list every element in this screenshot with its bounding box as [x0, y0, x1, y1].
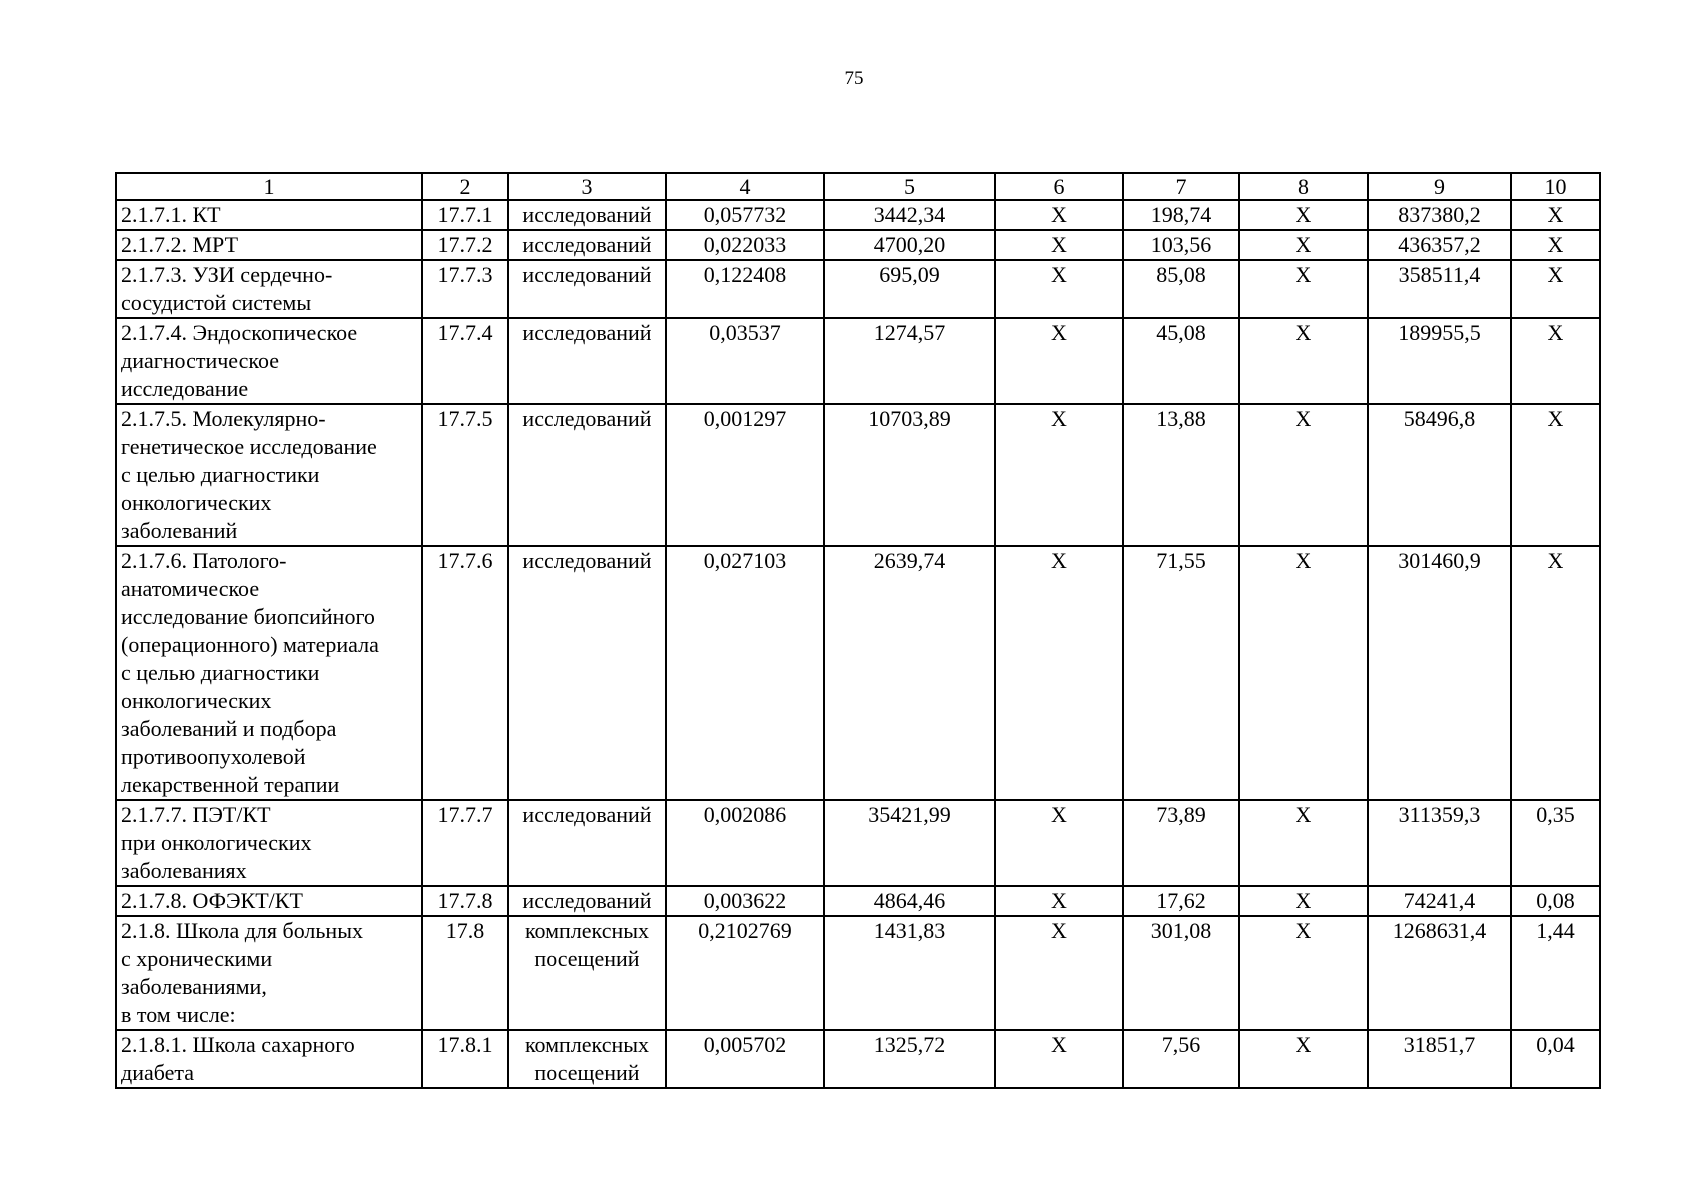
- row-label-cell: 2.1.7.8. ОФЭКТ/КТ: [116, 886, 422, 916]
- table-cell: 74241,4: [1368, 886, 1511, 916]
- row-label-cell: 2.1.7.6. Патолого- анатомическое исследование биопсийного (операционного) материала с целью диагностики онкологических заболеваний и подбора противоопухолевой лекарственной терапии: [116, 546, 422, 800]
- table-cell: исследований: [508, 886, 666, 916]
- table-cell: Х: [1239, 318, 1368, 404]
- table-cell: 0,08: [1511, 886, 1600, 916]
- table-row: [116, 886, 1600, 916]
- table-cell: 358511,4: [1368, 260, 1511, 318]
- table-cell: Х: [995, 916, 1123, 1030]
- table-cell: комплексных посещений: [508, 1030, 666, 1088]
- table-cell: Х: [1239, 260, 1368, 318]
- table-cell: исследований: [508, 800, 666, 886]
- table-row: [116, 318, 1600, 404]
- table-cell: Х: [995, 800, 1123, 886]
- column-number-header: 6: [995, 173, 1123, 200]
- data-table: [115, 172, 1601, 1089]
- table-cell: 436357,2: [1368, 230, 1511, 260]
- column-number-header: 9: [1368, 173, 1511, 200]
- table-cell: 301,08: [1123, 916, 1239, 1030]
- column-number-header: 5: [824, 173, 995, 200]
- table-cell: 0,057732: [666, 200, 824, 230]
- table-cell: 1268631,4: [1368, 916, 1511, 1030]
- table-cell: исследований: [508, 318, 666, 404]
- table-cell: Х: [995, 404, 1123, 546]
- page-number: 75: [844, 68, 864, 89]
- table-cell: Х: [1239, 1030, 1368, 1088]
- table-cell: Х: [995, 260, 1123, 318]
- table-cell: 189955,5: [1368, 318, 1511, 404]
- table-cell: 17.7.2: [422, 230, 508, 260]
- table-cell: Х: [995, 1030, 1123, 1088]
- table-cell: 17.7.5: [422, 404, 508, 546]
- table-cell: 17.7.7: [422, 800, 508, 886]
- table-cell: 0,2102769: [666, 916, 824, 1030]
- table-cell: 2639,74: [824, 546, 995, 800]
- table-cell: 0,03537: [666, 318, 824, 404]
- table-cell: 3442,34: [824, 200, 995, 230]
- table-cell: 311359,3: [1368, 800, 1511, 886]
- table-cell: 1274,57: [824, 318, 995, 404]
- table-cell: комплексных посещений: [508, 916, 666, 1030]
- row-label-cell: 2.1.7.5. Молекулярно- генетическое исследование с целью диагностики онкологических заболеваний: [116, 404, 422, 546]
- table-cell: 17.7.1: [422, 200, 508, 230]
- table-cell: исследований: [508, 260, 666, 318]
- table-row: [116, 200, 1600, 230]
- table-cell: 0,122408: [666, 260, 824, 318]
- table-cell: 17.7.8: [422, 886, 508, 916]
- table-cell: 0,35: [1511, 800, 1600, 886]
- table-cell: 0,002086: [666, 800, 824, 886]
- table-cell: 45,08: [1123, 318, 1239, 404]
- column-number-header: 3: [508, 173, 666, 200]
- table-cell: Х: [1511, 404, 1600, 546]
- table-row: [116, 1030, 1600, 1088]
- table-cell: Х: [1239, 230, 1368, 260]
- row-label-cell: 2.1.7.4. Эндоскопическое диагностическое исследование: [116, 318, 422, 404]
- table-row: [116, 800, 1600, 886]
- table-cell: 0,022033: [666, 230, 824, 260]
- table-cell: 17,62: [1123, 886, 1239, 916]
- table-cell: 1,44: [1511, 916, 1600, 1030]
- table-cell: 17.7.6: [422, 546, 508, 800]
- table-cell: исследований: [508, 230, 666, 260]
- row-label-cell: 2.1.7.3. УЗИ сердечно- сосудистой системы: [116, 260, 422, 318]
- table-cell: Х: [1239, 886, 1368, 916]
- table-cell: 17.7.4: [422, 318, 508, 404]
- row-label-cell: 2.1.8.1. Школа сахарного диабета: [116, 1030, 422, 1088]
- table-cell: 837380,2: [1368, 200, 1511, 230]
- column-number-header: 8: [1239, 173, 1368, 200]
- table-header-row: [116, 173, 1600, 200]
- table-cell: 10703,89: [824, 404, 995, 546]
- table-cell: Х: [995, 230, 1123, 260]
- table-cell: 0,003622: [666, 886, 824, 916]
- table-cell: Х: [1511, 318, 1600, 404]
- table-cell: исследований: [508, 404, 666, 546]
- table-cell: 4700,20: [824, 230, 995, 260]
- table-cell: 103,56: [1123, 230, 1239, 260]
- table-cell: 0,027103: [666, 546, 824, 800]
- table-row: [116, 230, 1600, 260]
- table-row: [116, 546, 1600, 800]
- table-cell: 58496,8: [1368, 404, 1511, 546]
- column-number-header: 4: [666, 173, 824, 200]
- table-row: [116, 916, 1600, 1030]
- row-label-cell: 2.1.7.1. КТ: [116, 200, 422, 230]
- table-cell: Х: [1239, 916, 1368, 1030]
- table-cell: 0,005702: [666, 1030, 824, 1088]
- table-cell: 4864,46: [824, 886, 995, 916]
- table-body: [116, 173, 1600, 1088]
- table-row: [116, 404, 1600, 546]
- table-cell: исследований: [508, 200, 666, 230]
- table-cell: Х: [1511, 260, 1600, 318]
- table-cell: Х: [995, 318, 1123, 404]
- table-cell: Х: [1511, 230, 1600, 260]
- table-cell: 301460,9: [1368, 546, 1511, 800]
- table-row: [116, 260, 1600, 318]
- table-cell: Х: [995, 546, 1123, 800]
- table-cell: Х: [995, 200, 1123, 230]
- column-number-header: 1: [116, 173, 422, 200]
- table-cell: 198,74: [1123, 200, 1239, 230]
- table-cell: Х: [1511, 546, 1600, 800]
- table-cell: 71,55: [1123, 546, 1239, 800]
- table-cell: Х: [1239, 200, 1368, 230]
- table-cell: 17.7.3: [422, 260, 508, 318]
- row-label-cell: 2.1.7.7. ПЭТ/КТ при онкологических заболеваниях: [116, 800, 422, 886]
- table-cell: исследований: [508, 546, 666, 800]
- table-cell: Х: [1239, 800, 1368, 886]
- column-number-header: 7: [1123, 173, 1239, 200]
- column-number-header: 2: [422, 173, 508, 200]
- table-cell: 1431,83: [824, 916, 995, 1030]
- table-cell: 73,89: [1123, 800, 1239, 886]
- table-cell: 31851,7: [1368, 1030, 1511, 1088]
- table-cell: Х: [995, 886, 1123, 916]
- table-cell: 13,88: [1123, 404, 1239, 546]
- table-cell: 85,08: [1123, 260, 1239, 318]
- table-cell: 695,09: [824, 260, 995, 318]
- row-label-cell: 2.1.7.2. МРТ: [116, 230, 422, 260]
- table-cell: Х: [1239, 404, 1368, 546]
- column-number-header: 10: [1511, 173, 1600, 200]
- row-label-cell: 2.1.8. Школа для больных с хроническими заболеваниями, в том числе:: [116, 916, 422, 1030]
- table-cell: 0,001297: [666, 404, 824, 546]
- table-cell: 1325,72: [824, 1030, 995, 1088]
- table-cell: Х: [1239, 546, 1368, 800]
- table-cell: Х: [1511, 200, 1600, 230]
- table-cell: 7,56: [1123, 1030, 1239, 1088]
- table-cell: 0,04: [1511, 1030, 1600, 1088]
- table-cell: 17.8: [422, 916, 508, 1030]
- table-cell: 35421,99: [824, 800, 995, 886]
- table-cell: 17.8.1: [422, 1030, 508, 1088]
